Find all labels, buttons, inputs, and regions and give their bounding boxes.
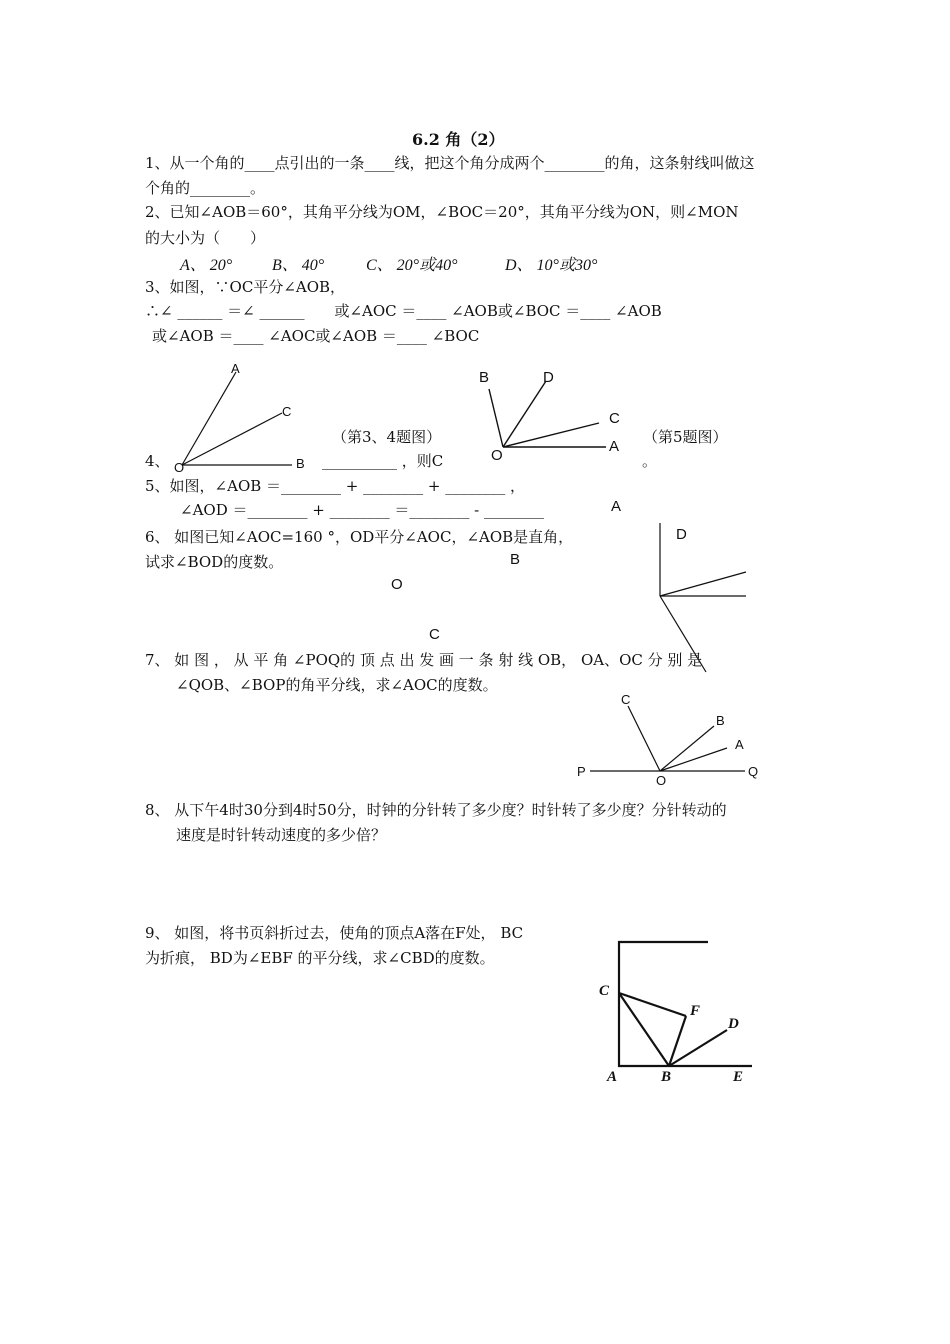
fig5-label-a: A bbox=[609, 438, 620, 455]
page-border bbox=[619, 942, 752, 1066]
fig5-label-d: D bbox=[543, 369, 554, 386]
q7-label-q: Q bbox=[748, 764, 759, 779]
q4-blank: __________ ，则C bbox=[322, 452, 444, 470]
q8-line1: 8、 从下午4时30分到4时50分，时钟的分针转了多少度？时针转了多少度？分针转动的 bbox=[145, 801, 727, 819]
ray-oa-7 bbox=[660, 748, 727, 771]
q6-label-d: D bbox=[676, 526, 687, 543]
q3-line1: 3、如图，∵OC平分∠AOB， bbox=[145, 278, 346, 296]
q9-line2: 为折痕， BD为∠EBF 的平分线，求∠CBD的度数。 bbox=[145, 949, 495, 967]
q3-line2: ∴∠ ______ ＝∠ ______ 或∠AOC ＝____ ∠AOB或∠BOC ＝____ ∠AOB bbox=[145, 302, 662, 320]
q7-label-a: A bbox=[735, 737, 744, 752]
q2-choice-d: D、 10°或30° bbox=[505, 257, 598, 274]
fig5-label-o: O bbox=[491, 447, 503, 464]
q9-label-b: B bbox=[661, 1069, 672, 1085]
fig34-label-a: A bbox=[231, 361, 240, 376]
q5-line1: 5、如图，∠AOB ＝________ + ________ + ________ ， bbox=[145, 477, 526, 495]
q9-line1: 9、 如图，将书页斜折过去，使角的顶点A落在F处， BC bbox=[145, 924, 524, 942]
ray-ob-5 bbox=[489, 389, 503, 447]
q2-choice-c: C、 20°或40° bbox=[366, 257, 458, 274]
q8-line2: 速度是时针转动速度的多少倍？ bbox=[176, 826, 387, 844]
q7-label-b: B bbox=[716, 713, 725, 728]
q7-line2: ∠QOB、∠BOP的角平分线，求∠AOC的度数。 bbox=[176, 676, 498, 694]
fig5-label-b: B bbox=[479, 369, 490, 386]
q9-label-a: A bbox=[607, 1069, 618, 1085]
q9-label-c: C bbox=[599, 983, 610, 999]
q9-label-f: F bbox=[690, 1003, 701, 1019]
segment-fb bbox=[669, 1016, 686, 1066]
ray-oc-7 bbox=[628, 706, 660, 771]
q7-label-c: C bbox=[621, 692, 631, 707]
fig34-label-b: B bbox=[296, 456, 305, 471]
q1-line1: 1、从一个角的____点引出的一条____线，把这个角分成两个________的角，这条射线叫做这 bbox=[145, 154, 755, 172]
q6-line2: 试求∠BOD的度数。 bbox=[145, 553, 284, 571]
fig34-label-o: O bbox=[174, 460, 185, 475]
q7-label-o: O bbox=[656, 773, 667, 788]
q4-suffix: 。 bbox=[642, 452, 658, 470]
q6-label-b: B bbox=[510, 551, 521, 568]
q6-label-c: C bbox=[429, 626, 440, 643]
q6-label-o: O bbox=[391, 576, 403, 593]
q9-label-e: E bbox=[733, 1069, 744, 1085]
q2-line1: 2、已知∠AOB＝60°，其角平分线为OM，∠BOC＝20°，其角平分线为ON，则∠MON bbox=[145, 203, 739, 221]
fig34-caption: （第3、4题图） bbox=[332, 428, 442, 446]
q2-line2: 的大小为（ ） bbox=[145, 229, 266, 247]
fig5-label-c: C bbox=[609, 410, 620, 427]
q4-prefix: 4、 bbox=[145, 452, 170, 470]
ray-bd bbox=[669, 1030, 727, 1066]
q2-choice-b: B、 40° bbox=[272, 257, 325, 274]
fig34-label-c: C bbox=[282, 404, 292, 419]
ray-ob-7 bbox=[660, 726, 714, 771]
q5-line2: ∠AOD ＝________ + ________ ＝________ - ________ bbox=[180, 501, 544, 519]
q2-choice-a: A、 20° bbox=[180, 257, 233, 274]
q3-line3: 或∠AOB ＝____ ∠AOC或∠AOB ＝____ ∠BOC bbox=[152, 327, 480, 345]
page-title: 6.2 角（2） bbox=[412, 130, 505, 149]
q9-label-d: D bbox=[728, 1016, 739, 1032]
q6-label-a: A bbox=[611, 498, 622, 515]
segment-cf bbox=[619, 993, 686, 1016]
q7-label-p: P bbox=[577, 764, 586, 779]
ray-oa-6 bbox=[660, 572, 746, 596]
ray-oc-5 bbox=[503, 423, 599, 447]
ray-od-5 bbox=[503, 381, 546, 447]
q1-line2: 个角的________。 bbox=[145, 179, 266, 197]
fig5-caption: （第5题图） bbox=[643, 428, 728, 446]
q6-line1: 6、 如图已知∠AOC=160 °，OD平分∠AOC，∠AOB是直角， bbox=[145, 528, 574, 546]
crease-cb bbox=[619, 993, 669, 1066]
q7-line1: 7、 如 图 ， 从 平 角 ∠POQ的 顶 点 出 发 画 一 条 射 线 OB， OA、OC 分 别 是 bbox=[145, 651, 703, 669]
